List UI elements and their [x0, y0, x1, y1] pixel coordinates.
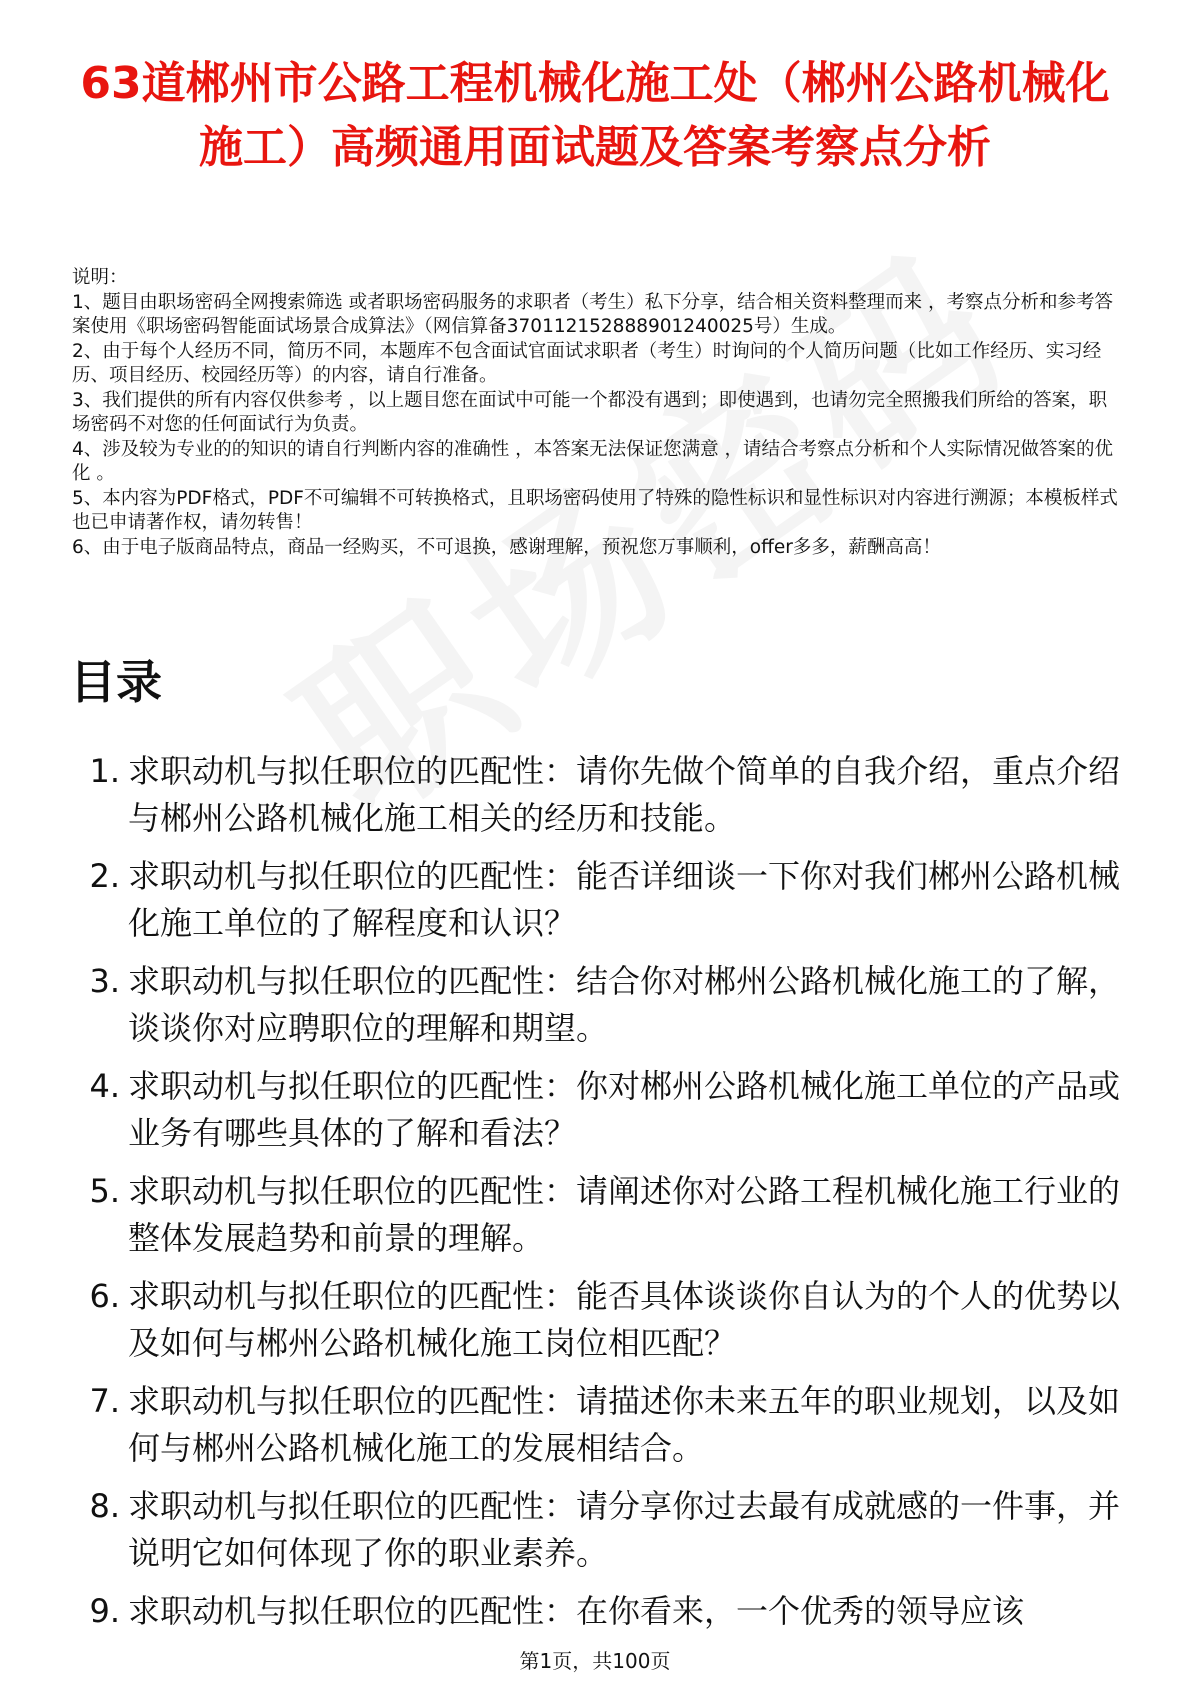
toc-item[interactable]	[70, 958, 1120, 1052]
note-item: 6、由于电子版商品特点，商品一经购买，不可退换，感谢理解，预祝您万事顺利，offer多多，薪酬高高！	[72, 536, 941, 558]
toc-item[interactable]	[70, 1168, 1120, 1262]
page-number-footer: 第1页，共100页	[519, 1649, 671, 1673]
toc-item-text: 求职动机与拟任职位的匹配性：能否具体谈谈你自认为的个人的优势以及如何与郴州公路机械化施工岗位相匹配？	[128, 1277, 1121, 1362]
table-of-contents	[70, 748, 1120, 1646]
toc-item-number: 8.	[89, 1487, 120, 1525]
toc-item-text: 求职动机与拟任职位的匹配性：请你先做个简单的自我介绍，重点介绍与郴州公路机械化施工相关的经历和技能。	[128, 752, 1121, 837]
toc-item-text: 求职动机与拟任职位的匹配性：能否详细谈一下你对我们郴州公路机械化施工单位的了解程度和认识？	[128, 857, 1121, 942]
document-title: 63道郴州市公路工程机械化施工处（郴州公路机械化施工）高频通用面试题及答案考察点分析	[80, 58, 1110, 173]
toc-item[interactable]	[70, 1273, 1120, 1367]
toc-item-number: 5.	[89, 1172, 120, 1210]
toc-item[interactable]	[70, 853, 1120, 947]
toc-item-text: 求职动机与拟任职位的匹配性：结合你对郴州公路机械化施工的了解，谈谈你对应聘职位的理解和期望。	[128, 962, 1121, 1047]
toc-item-number: 2.	[89, 857, 120, 895]
toc-item[interactable]	[70, 1483, 1120, 1577]
toc-heading: 目录	[70, 655, 162, 709]
note-item: 5、本内容为PDF格式，PDF不可编辑不可转换格式，且职场密码使用了特殊的隐性标识和显性标识对内容进行溯源；本模板样式也已申请著作权，请勿转售！	[72, 487, 1118, 533]
notes-label: 说明：	[72, 267, 128, 288]
toc-item-text: 求职动机与拟任职位的匹配性：在你看来，一个优秀的领导应该	[128, 1592, 1025, 1630]
toc-item-number: 3.	[89, 962, 120, 1000]
toc-item-number: 4.	[89, 1067, 120, 1105]
toc-item-text: 求职动机与拟任职位的匹配性：请分享你过去最有成就感的一件事，并说明它如何体现了你的职业素养。	[128, 1487, 1121, 1572]
toc-item-number: 7.	[89, 1382, 120, 1420]
toc-item-number: 6.	[89, 1277, 120, 1315]
toc-item-text: 求职动机与拟任职位的匹配性：请阐述你对公路工程机械化施工行业的整体发展趋势和前景的理解。	[128, 1172, 1121, 1257]
note-item: 1、题目由职场密码全网搜索筛选 或者职场密码服务的求职者（考生）私下分享，结合相关资料整理而来 ，考察点分析和参考答案使用《职场密码智能面试场景合成算法》（网信算备370112152888901240025号）生成。	[72, 291, 1114, 337]
note-item: 2、由于每个人经历不同，简历不同，本题库不包含面试官面试求职者（考生）时询问的个人简历问题（比如工作经历、实习经历、项目经历、校园经历等）的内容，请自行准备。	[72, 340, 1102, 386]
toc-item-text: 求职动机与拟任职位的匹配性：你对郴州公路机械化施工单位的产品或业务有哪些具体的了解和看法？	[128, 1067, 1121, 1152]
toc-item-number: 9.	[89, 1592, 120, 1630]
notes-section	[72, 266, 1122, 560]
toc-item[interactable]	[70, 1378, 1120, 1472]
toc-item-number: 1.	[89, 752, 120, 790]
toc-item[interactable]	[70, 748, 1120, 842]
toc-item[interactable]	[70, 1063, 1120, 1157]
note-item: 3、我们提供的所有内容仅供参考 ，以上题目您在面试中可能一个都没有遇到；即使遇到，也请勿完全照搬我们所给的答案，职场密码不对您的任何面试行为负责。	[72, 389, 1108, 435]
toc-item[interactable]	[70, 1588, 1120, 1635]
toc-item-text: 求职动机与拟任职位的匹配性：请描述你未来五年的职业规划，以及如何与郴州公路机械化施工的发展相结合。	[128, 1382, 1121, 1467]
note-item: 4、涉及较为专业的的知识的请自行判断内容的准确性 ，本答案无法保证您满意 ，请结合考察点分析和个人实际情况做答案的优化 。	[72, 438, 1114, 484]
